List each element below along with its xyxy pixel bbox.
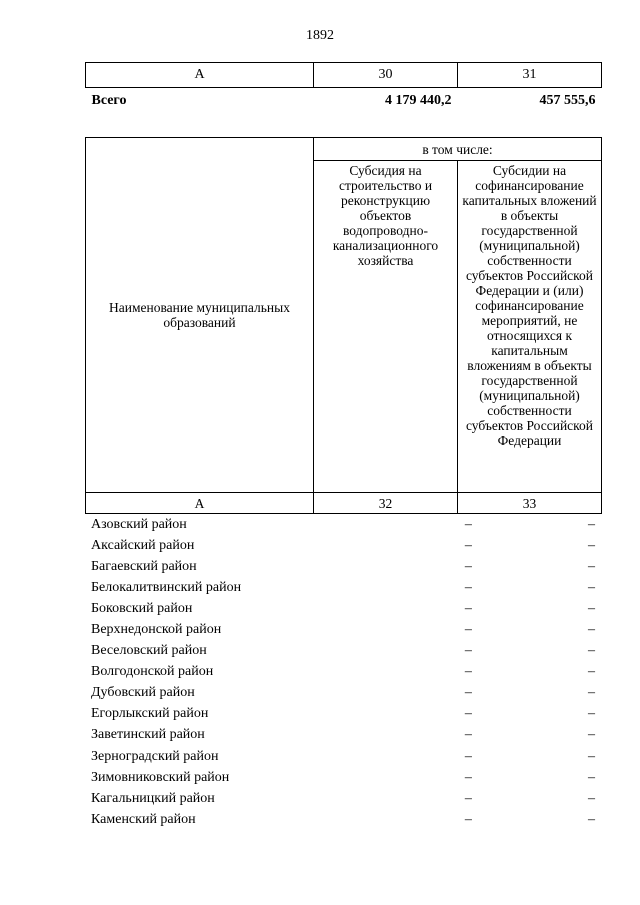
value-col32: –: [464, 685, 472, 701]
value-col32: –: [464, 748, 472, 764]
value-col33: –: [588, 664, 595, 680]
municipality-name: Веселовский район: [91, 643, 207, 659]
total-row: [86, 88, 602, 115]
top-table-header-row: [86, 63, 602, 88]
value-col33: –: [588, 600, 595, 616]
col33-description-text: Субсидии на софинансирование капитальных вложений в объекты государственной (муниципальной) собственности субъектов Российской Федерации и (или) софинансирование мероприятий, не относящихся к капитальным вложениям в объекты государственной (муниципальной) собственности субъектов Российской Федерации: [462, 163, 597, 448]
municipality-name: Верхнедонской район: [91, 622, 222, 638]
table-row: [85, 514, 601, 535]
value-col32: –: [464, 579, 472, 595]
value-col33: –: [588, 558, 595, 574]
value-col32: –: [464, 537, 472, 553]
value-col33: –: [588, 790, 595, 806]
municipality-name: Егорлыкский район: [91, 706, 209, 722]
total-col31: 457 555,6: [539, 93, 596, 108]
value-col32: –: [464, 516, 472, 532]
table-row: [85, 619, 601, 640]
table-row: [85, 641, 601, 662]
header-cell-30: 30: [314, 63, 458, 88]
table-row: [85, 704, 601, 725]
table-row: [85, 598, 601, 619]
municipality-name: Азовский район: [91, 516, 187, 532]
page-number: 1892: [306, 28, 334, 43]
value-col32: –: [464, 600, 472, 616]
municipality-name: Кагальницкий район: [91, 790, 215, 806]
municipality-name: Дубовский район: [91, 685, 195, 701]
table-row: [85, 662, 601, 683]
value-col32: –: [464, 558, 472, 574]
table-row: [85, 809, 601, 830]
municipality-name-header: [86, 138, 314, 493]
including-header: в том числе:: [314, 138, 602, 161]
value-col33: –: [588, 685, 595, 701]
value-col33: –: [588, 643, 595, 659]
municipality-name: Белокалитвинский район: [91, 579, 242, 595]
value-col33: –: [588, 727, 595, 743]
municipality-name: Аксайский район: [91, 537, 195, 553]
header-cell-a: А: [86, 63, 314, 88]
colnum-33: 33: [458, 493, 602, 514]
col33-description: [458, 161, 602, 493]
total-label: Всего: [91, 93, 127, 108]
value-col33: –: [588, 622, 595, 638]
table-row: [85, 577, 601, 598]
municipality-name: Волгодонской район: [91, 664, 214, 680]
table-row: [85, 683, 601, 704]
table-row: [85, 767, 601, 788]
table-row: [85, 746, 601, 767]
municipality-name: Багаевский район: [91, 558, 197, 574]
colnum-32: 32: [314, 493, 458, 514]
municipality-rows: [85, 514, 601, 830]
value-col32: –: [464, 706, 472, 722]
municipality-name-header-text: Наименование муниципальных образований: [109, 300, 290, 330]
table-row: [85, 535, 601, 556]
municipality-name: Боковский район: [91, 600, 193, 616]
value-col33: –: [588, 579, 595, 595]
value-col33: –: [588, 748, 595, 764]
municipality-name: Зимовниковский район: [91, 769, 230, 785]
total-col30: 4 179 440,2: [385, 93, 452, 108]
municipality-name: Зерноградский район: [91, 748, 219, 764]
col32-description-text: Субсидия на строительство и реконструкцию объектов водопроводно-канализационного хозяйства: [332, 163, 439, 268]
table-row: [85, 556, 601, 577]
value-col32: –: [464, 790, 472, 806]
value-col32: –: [464, 811, 472, 827]
header-cell-31: 31: [458, 63, 602, 88]
main-header-table: [85, 137, 602, 514]
column-number-row: [86, 493, 602, 514]
table-row: [85, 725, 601, 746]
value-col32: –: [464, 664, 472, 680]
value-col33: –: [588, 811, 595, 827]
municipality-name: Заветинский район: [91, 727, 205, 743]
col32-description: [314, 161, 458, 493]
top-table: [85, 62, 602, 114]
value-col33: –: [588, 769, 595, 785]
colnum-a: А: [86, 493, 314, 514]
value-col32: –: [464, 769, 472, 785]
value-col33: –: [588, 706, 595, 722]
value-col33: –: [588, 537, 595, 553]
table-row: [85, 788, 601, 809]
value-col32: –: [464, 727, 472, 743]
municipality-name: Каменский район: [91, 811, 196, 827]
value-col32: –: [464, 643, 472, 659]
value-col33: –: [588, 516, 595, 532]
value-col32: –: [464, 622, 472, 638]
